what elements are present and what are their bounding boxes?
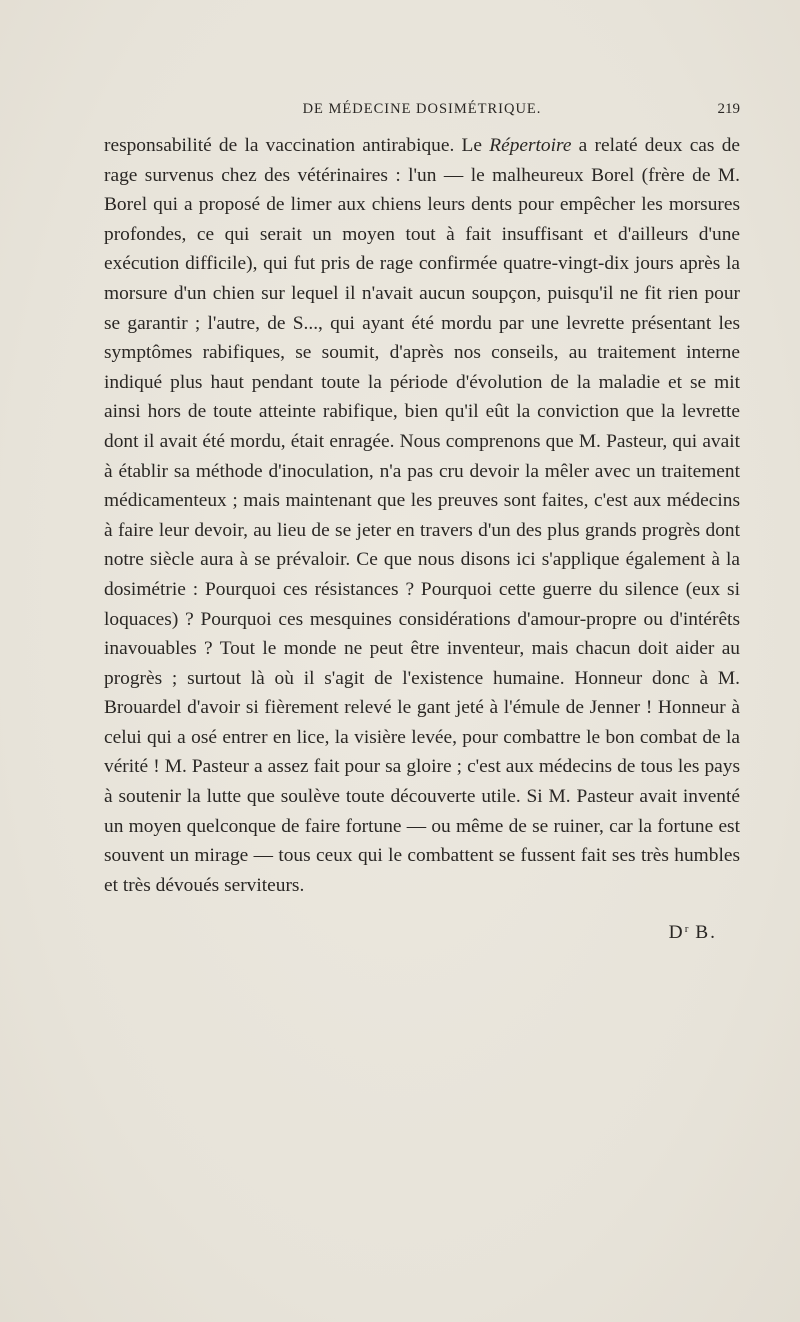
signature bbox=[669, 922, 717, 944]
running-title: DE MÉDECINE DOSIMÉTRIQUE. bbox=[302, 101, 542, 117]
signature-name: B. bbox=[695, 922, 717, 943]
running-head bbox=[104, 101, 740, 125]
signature-superscript: r bbox=[684, 923, 689, 935]
page-number: 219 bbox=[717, 101, 740, 117]
article-body bbox=[104, 131, 740, 900]
signature-prefix: D bbox=[668, 922, 685, 943]
italic-title: Répertoire bbox=[489, 135, 572, 156]
text-before-italic: responsabilité de la vaccination antirabique. Le bbox=[104, 135, 490, 156]
article-paragraph bbox=[104, 131, 740, 900]
text-after-italic: a relaté deux cas de rage survenus chez des vétérinaires : l'un — le malheureux Borel (frère de M. Borel qui a proposé de limer aux chiens leurs dents pour empêcher les morsures profondes, ce qui serait un moyen tout à fait insuffisant et d'ailleurs d'une exécution difficile), qui fut pris de rage confirmée quatre-vingt-dix jours après la morsure d'un chien sur lequel il n'avait aucun soupçon, puisqu'il ne fit rien pour se garantir ; l'autre, de S..., qui ayant été mordu par une levrette présentant les symptômes rabifiques, se soumit, d'après nos conseils, au traitement interne indiqué plus haut pendant toute la période d'évolution de la maladie et se mit ainsi hors de toute atteinte rabifique, bien qu'il eût la conviction que la levrette dont il avait été mordu, était enragée. Nous comprenons que M. Pasteur, qui avait à établir sa méthode d'inoculation, n'a pas cru devoir la mêler avec un traitement médicamenteux ; mais maintenant que les preuves sont faites, c'est aux médecins à faire leur devoir, au lieu de se jeter en travers d'un des plus grands progrès dont notre siècle aura à se prévaloir. Ce que nous disons ici s'applique également à la dosimétrie : Pourquoi ces résistances ? Pourquoi cette guerre du silence (eux si loquaces) ? Pourquoi ces mesquines considérations d'amour-propre ou d'intérêts inavouables ? Tout le monde ne peut être inventeur, mais chacun doit aider au progrès ; surtout là où il s'agit de l'existence humaine. Honneur donc à M. Brouardel d'avoir si fièrement relevé le gant jeté à l'émule de Jenner ! Honneur à celui qui a osé entrer en lice, la visière levée, pour combattre le bon combat de la vérité ! M. Pasteur a assez fait pour sa gloire ; c'est aux médecins de tous les pays à soutenir la lutte que soulève toute découverte utile. Si M. Pasteur avait inventé un moyen quelconque de faire fortune — ou même de se ruiner, car la fortune est souvent un mirage — tous ceux qui le combattent se fussent fait ses très humbles et très dévoués serviteurs. bbox=[104, 135, 740, 896]
